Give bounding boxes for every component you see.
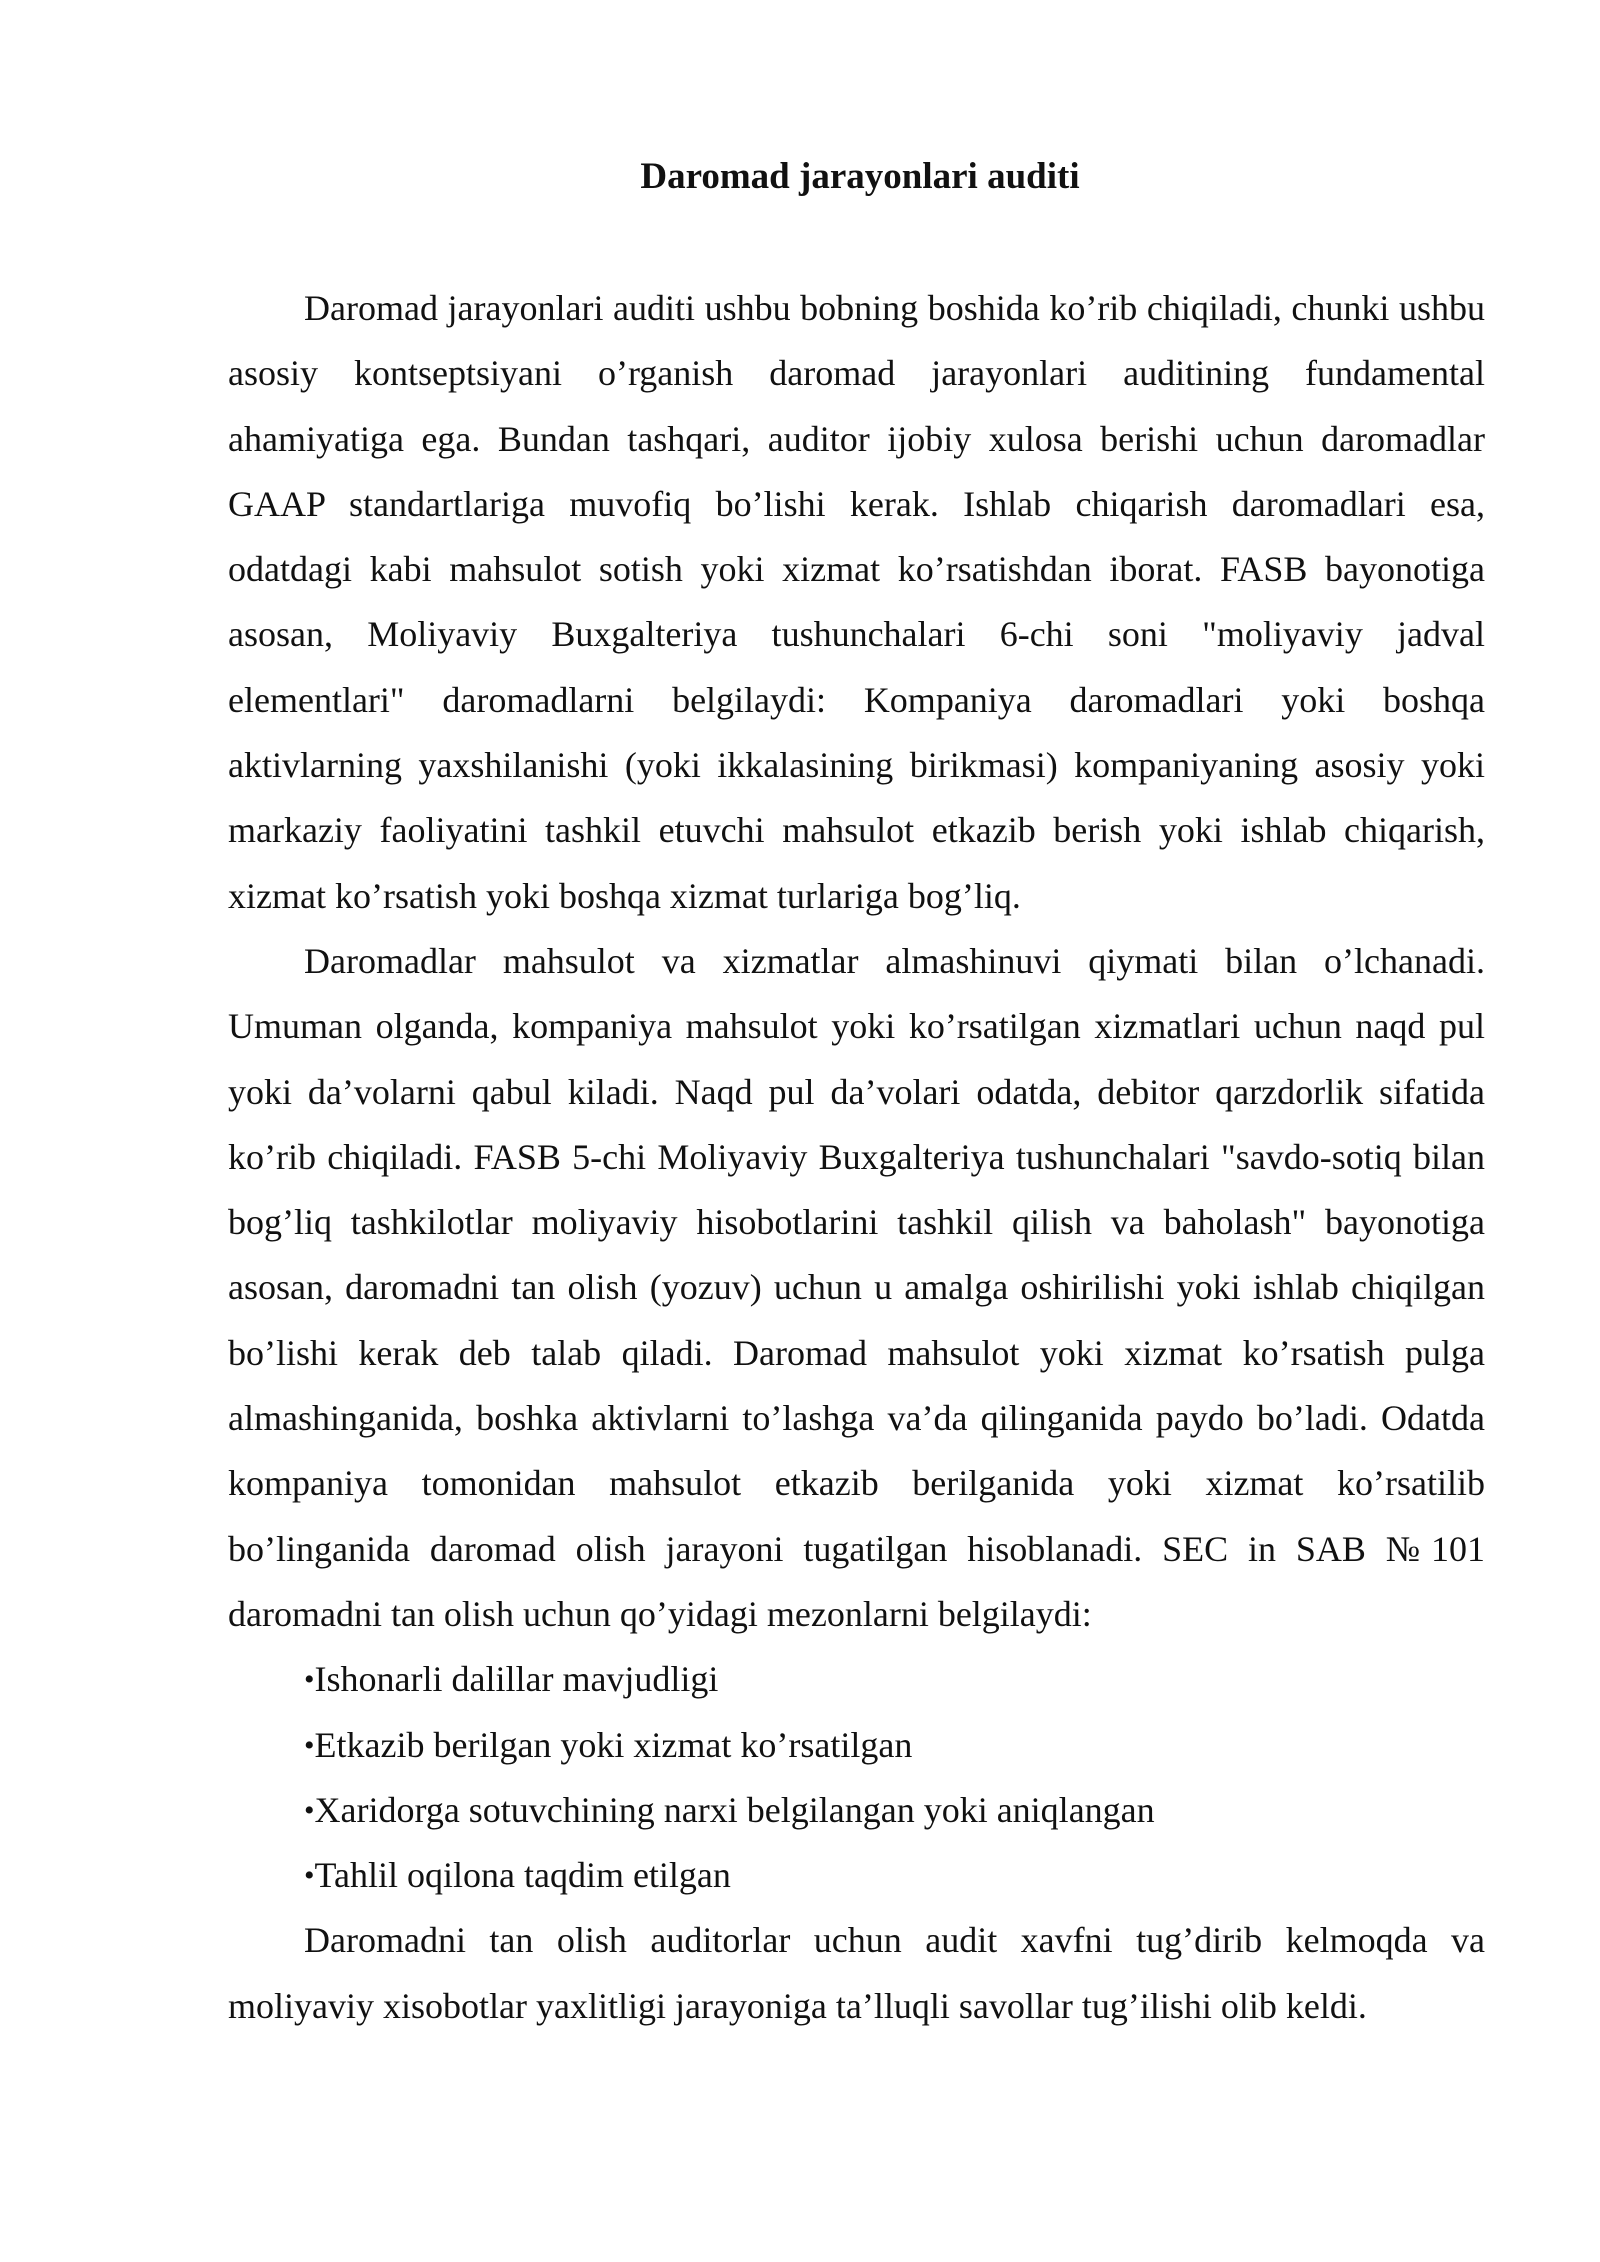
list-item-text: Ishonarli dalillar mavjudligi bbox=[314, 1659, 719, 1700]
list-item bbox=[228, 1843, 1485, 1908]
bullet-icon: • bbox=[304, 1793, 315, 1827]
bullet-icon: • bbox=[304, 1663, 315, 1697]
list-item bbox=[228, 1647, 1485, 1712]
criteria-list bbox=[228, 1647, 1485, 1908]
list-item-text: Etkazib berilgan yoki xizmat ko’rsatilgan bbox=[314, 1724, 913, 1765]
list-item-text: Xaridorga sotuvchining narxi belgilangan yoki aniqlangan bbox=[314, 1789, 1155, 1830]
bullet-icon: • bbox=[304, 1728, 315, 1762]
list-item-text: Tahlil oqilona taqdim etilgan bbox=[314, 1855, 731, 1896]
list-item bbox=[228, 1713, 1485, 1778]
document-title: Daromad jarayonlari auditi bbox=[640, 156, 1080, 197]
document-body bbox=[228, 276, 1485, 2039]
paragraph-revenue-measurement: Daromadlar mahsulot va xizmatlar almashinuvi qiymati bilan o’lchanadi. Umuman olganda, kompaniya mahsulot yoki ko’rsatilgan xizmatlari uchun naqd pul yoki da’volarni qabul kiladi. Naqd pul da’volari odatda, debitor qarzdorlik sifatida ko’rib chiqiladi. FASB 5-chi Moliyaviy Buxgalteriya tushunchalari "savdo-sotiq bilan bog’liq tashkilotlar moliyaviy hisobotlarini tashkil qilish va baholash" bayonotiga asosan, daromadni tan olish (yozuv) uchun u amalga oshirilishi yoki ishlab chiqilgan bo’lishi kerak deb talab qiladi. Daromad mahsulot yoki xizmat ko’rsatish pulga almashinganida, boshka aktivlarni to’lashga va’da qilinganida paydo bo’ladi. Odatda kompaniya tomonidan mahsulot etkazib berilganida yoki xizmat ko’rsatilib bo’linganida daromad olish jarayoni tugatilgan hisoblanadi. SEC in SAB №101 daromadni tan olish uchun qo’yidagi mezonlarni belgilaydi: bbox=[228, 940, 1485, 1634]
paragraph-closing: Daromadni tan olish auditorlar uchun audit xavfni tug’dirib kelmoqda va moliyaviy xisobotlar yaxlitligi jarayoniga ta’lluqli savollar tug’ilishi olib keldi. bbox=[228, 1920, 1485, 2026]
bullet-icon: • bbox=[304, 1859, 315, 1893]
list-item bbox=[228, 1778, 1485, 1843]
paragraph-intro: Daromad jarayonlari auditi ushbu bobning boshida ko’rib chiqiladi, chunki ushbu asosiy kontseptsiyani o’rganish daromad jarayonlari auditining fundamental ahamiyatiga ega. Bundan tashqari, auditor ijobiy xulosa berishi uchun daromadlar GAAP standartlariga muvofiq bo’lishi kerak. Ishlab chiqarish daromadlari esa, odatdagi kabi mahsulot sotish yoki xizmat ko’rsatishdan iborat. FASB bayonotiga asosan, Moliyaviy Buxgalteriya tushunchalari 6-chi soni "moliyaviy jadval elementlari" daromadlarni belgilaydi: Kompaniya daromadlari yoki boshqa aktivlarning yaxshilanishi (yoki ikkalasining birikmasi) kompaniyaning asosiy yoki markaziy faoliyatini tashkil etuvchi mahsulot etkazib berish yoki ishlab chiqarish, xizmat ko’rsatish yoki boshqa xizmat turlariga bog’liq. bbox=[228, 288, 1485, 916]
